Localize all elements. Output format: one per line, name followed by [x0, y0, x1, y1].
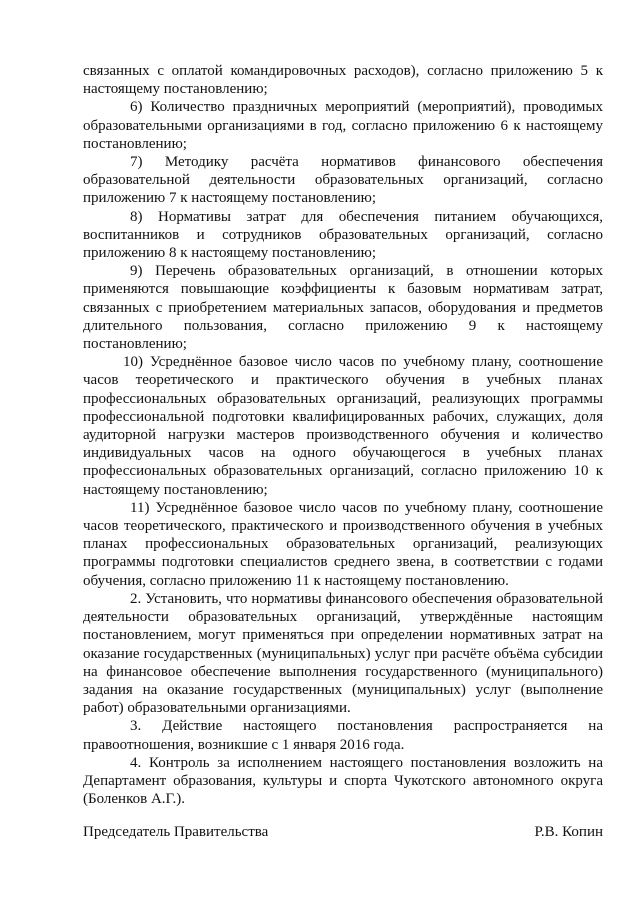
- document-body: [83, 62, 603, 808]
- paragraph-item-10: 10) Усреднённое базовое число часов по учебному плану, соотношение часов теоретического и практического обучения в учебных планах профессиональных образовательных организаций, реализующих программы профессиональной подготовки квалифицированных рабочих, служащих, доля аудиторной нагрузки мастеров производственного обучения и количество индивидуальных часов на одного обучающегося в учебных планах профессиональных образовательных организаций, согласно приложению 10 к настоящему постановлению;: [83, 354, 603, 498]
- paragraph-continuation: связанных с оплатой командировочных расходов), согласно приложению 5 к настоящему постановлению;: [83, 63, 603, 98]
- paragraph-clause-4: 4. Контроль за исполнением настоящего постановления возложить на Департамент образования, культуры и спорта Чукотского автономного округа (Боленков А.Г.).: [83, 754, 603, 808]
- signatory-position: Председатель Правительства: [83, 824, 269, 840]
- paragraph-clause-3: 3. Действие настоящего постановления распространяется на правоотношения, возникшие с 1 января 2016 года.: [83, 718, 603, 753]
- signatory-name: Р.В. Копин: [534, 824, 603, 840]
- signature-block: [83, 823, 603, 841]
- paragraph-item-8: 8) Нормативы затрат для обеспечения питанием обучающихся, воспитанников и сотрудников образовательных организаций, согласно приложению 8 к настоящему постановлению;: [83, 208, 603, 262]
- paragraph-clause-2: 2. Установить, что нормативы финансового обеспечения образовательной деятельности образовательных организаций, утверждённые настоящим постановлением, могут применяться при определении нормативных затрат на оказание государственных (муниципальных) услуг при расчёте объёма субсидии на финансовое обеспечение выполнения государственного (муниципального) задания на оказание государственных (муниципальных) услуг (выполнение работ) образовательными организациями.: [83, 590, 603, 717]
- paragraph-item-6: 6) Количество праздничных мероприятий (мероприятий), проводимых образовательными организациями в год, согласно приложению 6 к настоящему постановлению;: [83, 99, 603, 152]
- paragraph-item-11: 11) Усреднённое базовое число часов по учебному плану, соотношение часов теоретического, практического и производственного обучения в учебных планах профессиональных образовательных организаций, реализующих программы подготовки специалистов среднего звена, в соответствии с годами обучения, согласно приложению 11 к настоящему постановлению.: [83, 499, 603, 589]
- paragraph-item-9: 9) Перечень образовательных организаций, в отношении которых применяются повышающие коэффициенты к базовым нормативам затрат, связанных с приобретением материальных запасов, оборудования и предметов длительного пользования, согласно приложению 9 к настоящему постановлению;: [83, 263, 603, 353]
- paragraph-item-7: 7) Методику расчёта нормативов финансового обеспечения образовательной деятельности образовательных организаций, согласно приложению 7 к настоящему постановлению;: [83, 154, 603, 207]
